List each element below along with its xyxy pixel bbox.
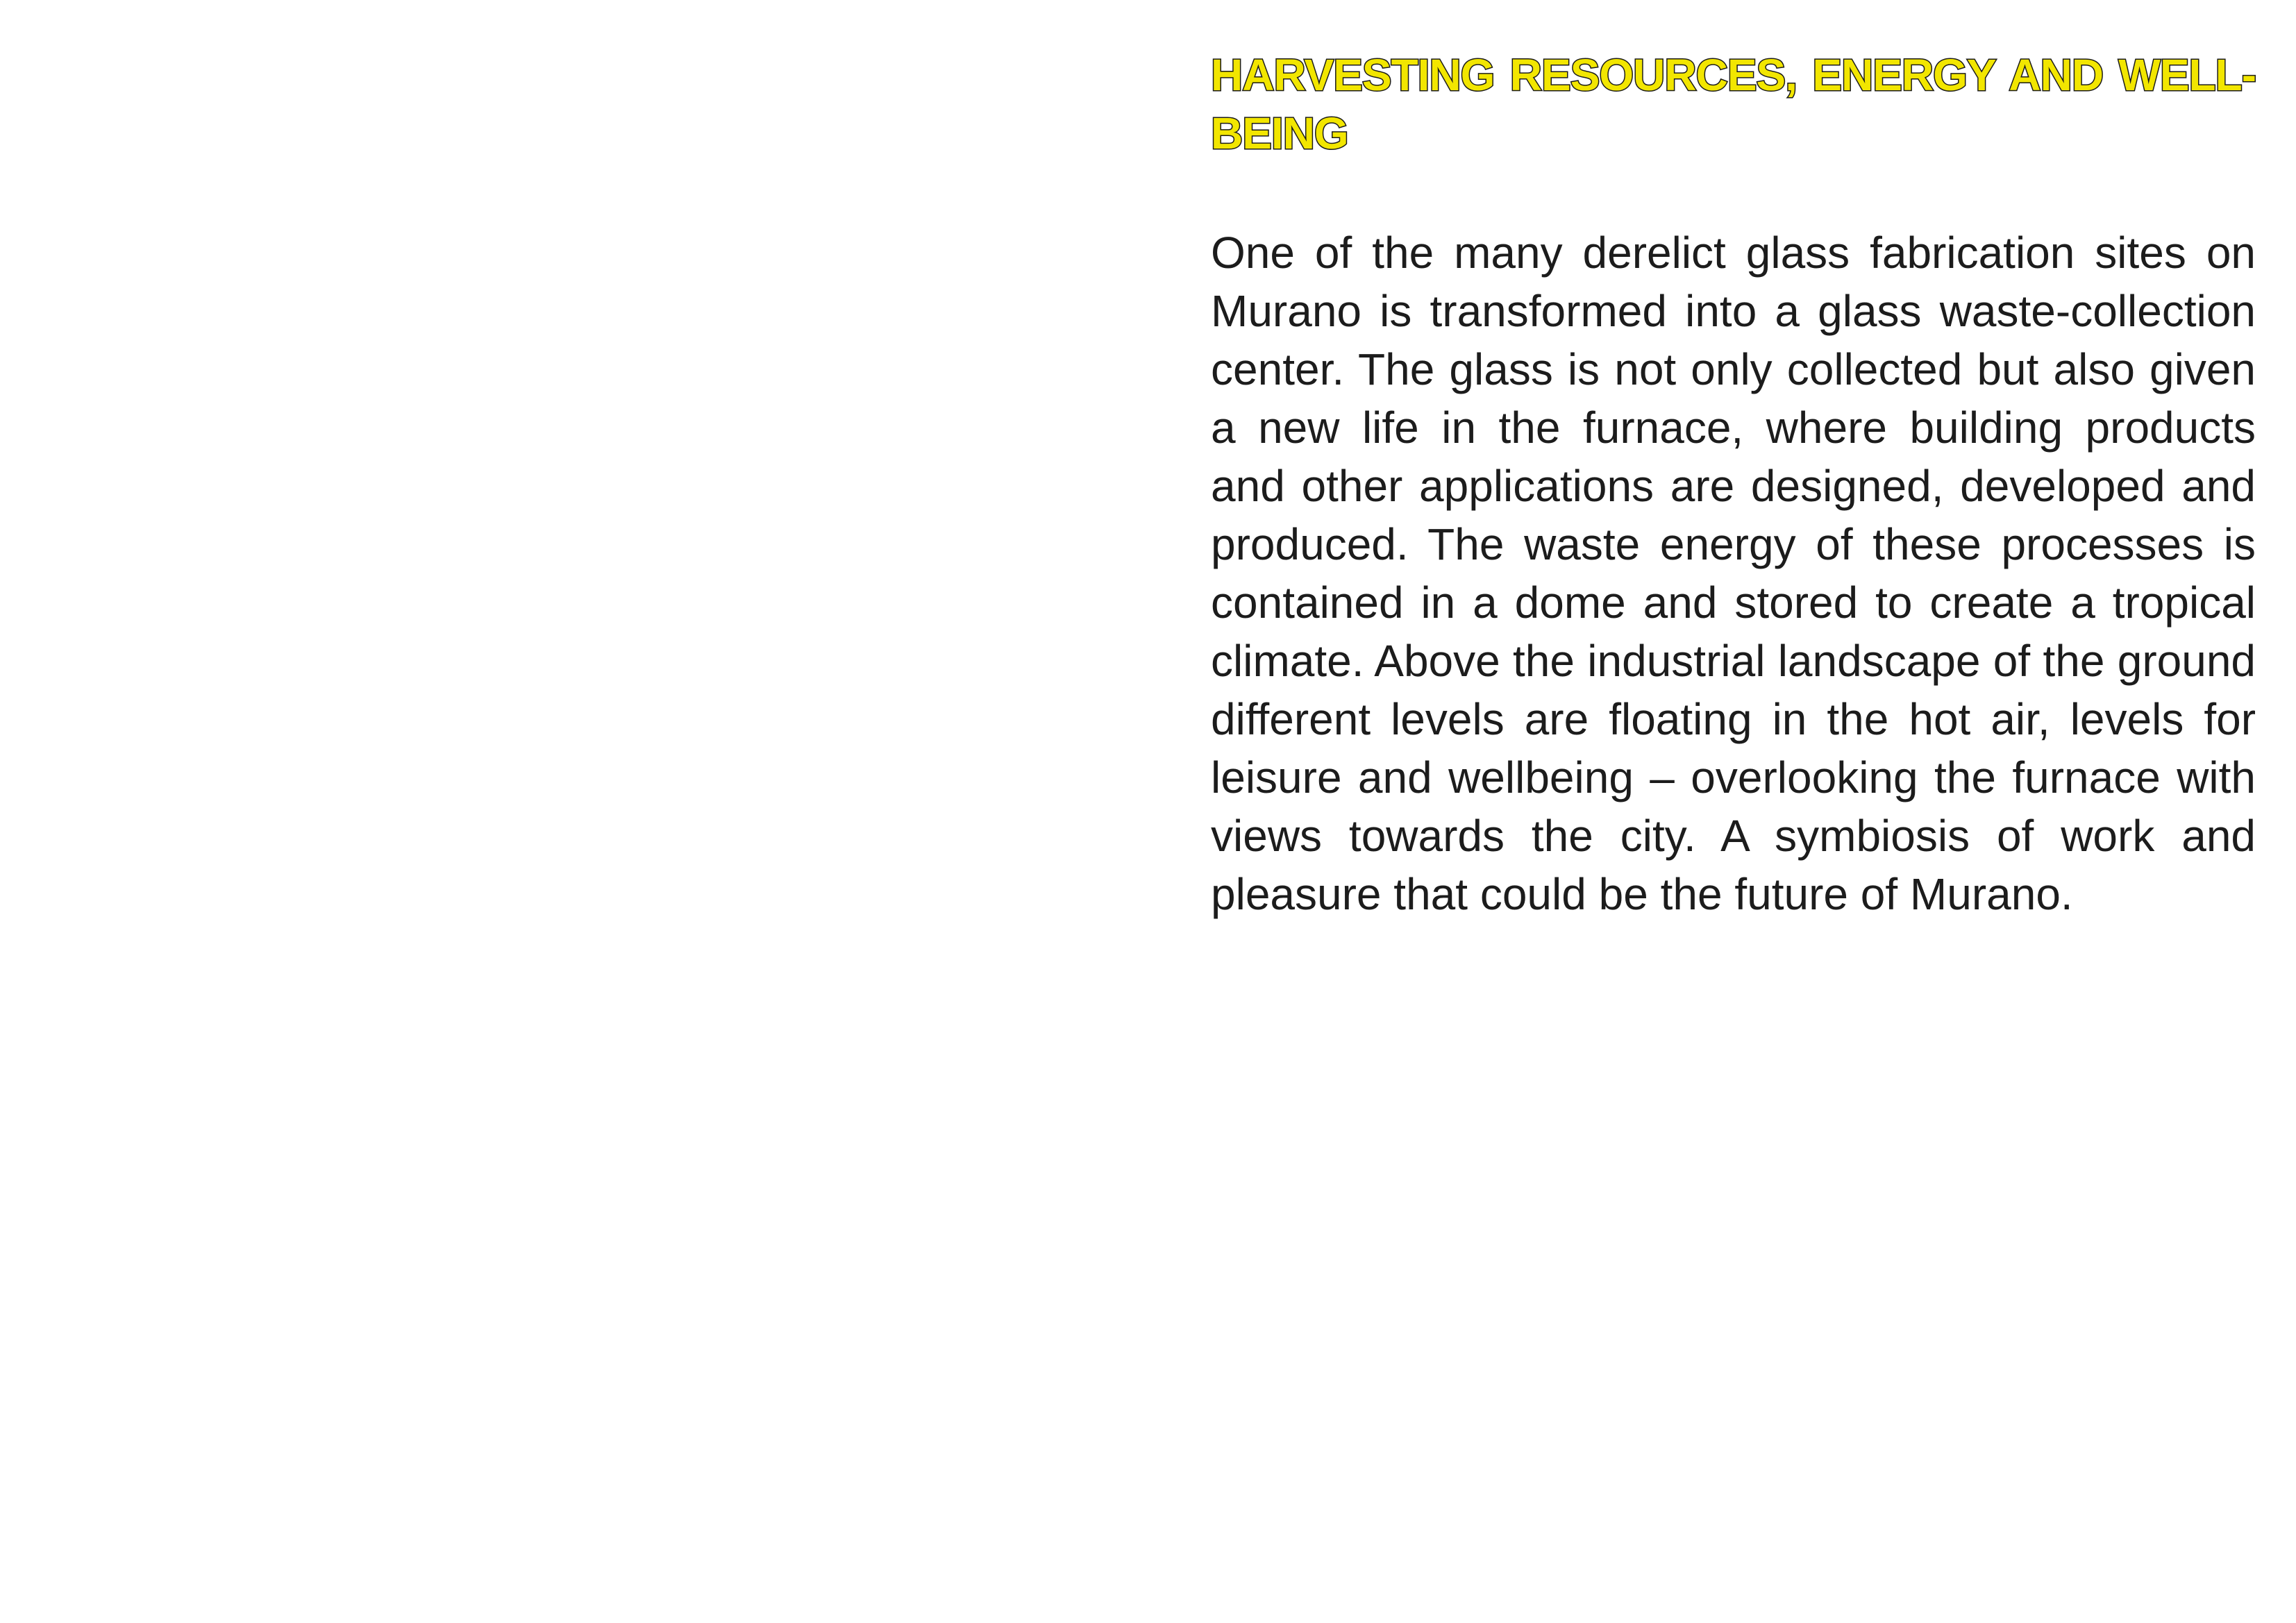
- article-body: One of the many derelict glass fabrication sites on Murano is transformed into a glass waste-collection center. The glass is not only collected but also given a new life in the furnace, where building products and other applications are designed, developed and produced. The waste energy of these processes is contained in a dome and stored to create a tropical climate. Above the industrial landscape of the ground different levels are floating in the hot air, levels for leisure and wellbeing – overlooking the furnace with views towards the city. A symbiosis of work and pleasure that could be the future of Murano.: [1211, 228, 2256, 919]
- text-column: [1211, 46, 2256, 923]
- article-heading: HARVESTING RESOURCES, ENERGY AND WELL-BEING: [1211, 50, 2256, 158]
